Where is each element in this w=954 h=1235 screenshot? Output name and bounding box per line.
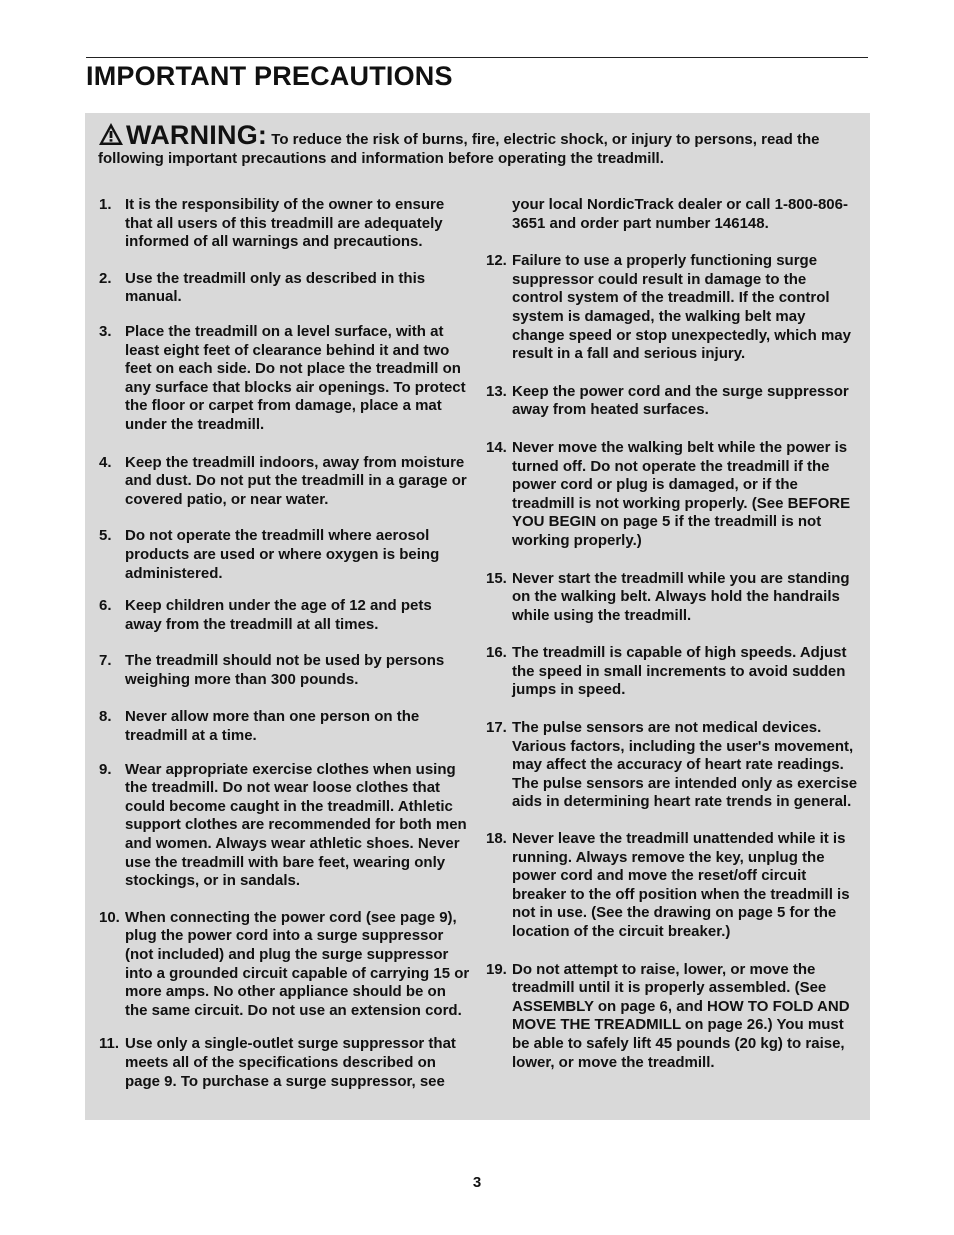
warning-triangle-icon [98,122,124,146]
precaution-item-13 [486,383,858,420]
item-number: 9. [99,760,112,778]
warning-word: WARNING: [126,120,268,150]
item-number: 4. [99,453,112,471]
precaution-item-11 [99,1035,471,1091]
item-number: 8. [99,708,112,726]
item-number: 3. [99,322,112,340]
precaution-item-1 [99,196,471,252]
item-text: Do not operate the treadmill where aerosol products are used or where oxygen is being administered. [125,527,440,582]
item-number: 2. [99,269,112,287]
precaution-item-19 [486,961,858,1073]
item-text: Never move the walking belt while the power is turned off. Do not operate the treadmill if the power cord or plug is damaged, or if the treadmill is not working properly. (See BEFORE YOU BEGIN on page 5 if the treadmill is not working properly.) [512,438,851,549]
item-text: The treadmill should not be used by persons weighing more than 300 pounds. [125,652,445,688]
item-number: 7. [99,652,112,670]
item-text: It is the responsibility of the owner to ensure that all users of this treadmill are adequately informed of all warnings and precautions. [125,196,445,251]
warning-text: To reduce the risk of burns, fire, electric shock, or injury to persons, read the following important precautions and information before operating the treadmill. [98,131,820,167]
item-text: Use the treadmill only as described in this manual. [125,269,426,306]
page-title: IMPORTANT PRECAUTIONS [86,61,453,91]
item-text: Keep the treadmill indoors, away from moisture and dust. Do not put the treadmill in a garage or covered patio, or near water. [125,453,467,508]
precaution-item-11-continuation: your local NordicTrack dealer or call 1-800-806-3651 and order part number 146148. [512,196,848,232]
item-number: 14. [486,438,507,456]
precaution-item-10 [99,909,471,1021]
precaution-item-7 [99,652,471,689]
precaution-item-15 [486,570,858,626]
item-text: Keep children under the age of 12 and pets away from the treadmill at all times. [125,597,432,633]
precaution-item-6 [99,597,471,634]
precaution-item-4 [99,454,471,510]
item-number: 16. [486,644,507,662]
item-text: The treadmill is capable of high speeds. Adjust the speed in small increments to avoid sudden jumps in speed. [512,644,847,699]
precautions-column-left [99,196,471,1091]
item-number: 6. [99,597,112,615]
precaution-item-12 [486,252,858,364]
item-text: Do not attempt to raise, lower, or move the treadmill until it is properly assembled. (See ASSEMBLY on page 6, and HOW TO FOLD AND MOVE THE TREADMILL on page 26.) You must be able to safely lift 45 pounds (20 kg) to raise, lower, or move the treadmill. [512,960,850,1071]
item-number: 12. [486,252,507,270]
item-text: Never leave the treadmill unattended while it is running. Always remove the key, unplug the power cord and move the reset/off circuit breaker to the off position when the treadmill is not in use. (See the drawing on page 5 for the location of the circuit breaker.) [512,830,850,940]
warning-statement [98,122,858,168]
precaution-item-17 [486,719,858,812]
item-number: 5. [99,527,112,545]
item-text: Wear appropriate exercise clothes when using the treadmill. Do not wear loose clothes that could become caught in the treadmill. Athletic support clothes are recommended for both men and women. Always wear athletic shoes. Never use the treadmill with bare feet, wearing only stockings, or in sandals. [125,760,467,890]
precaution-item-9 [99,761,471,891]
item-number: 13. [486,382,507,400]
precaution-item-16 [486,644,858,700]
precaution-item-3 [99,323,471,435]
item-text: Use only a single-outlet surge suppressor that meets all of the specifications described on page 9. To purchase a surge suppressor, see [125,1035,456,1090]
item-number: 15. [486,569,507,587]
item-number: 18. [486,830,507,848]
item-text: Keep the power cord and the surge suppressor away from heated surfaces. [512,382,849,419]
item-number: 1. [99,196,112,213]
item-text: When connecting the power cord (see page 9), plug the power cord into a surge suppressor (not included) and plug the surge suppressor into a grounded circuit capable of carrying 15 or more amps. No other appliance should be on the same circuit. Do not use an extension cord. [125,908,470,1019]
page-number: 3 [472,1174,482,1191]
precaution-item-8 [99,708,471,745]
item-number: 11. [99,1035,120,1053]
item-text: Never start the treadmill while you are standing on the walking belt. Always hold the handrails while using the treadmill. [512,569,850,624]
item-text: The pulse sensors are not medical devices. Various factors, including the user's movement, may affect the accuracy of heart rate readings. The pulse sensors are intended only as exercise aids in determining heart rate trends in general. [512,719,858,811]
item-number: 17. [486,719,507,737]
item-number: 10. [99,908,120,926]
item-text: Failure to use a properly functioning surge suppressor could result in damage to the control system of the treadmill. If the control system is damaged, the walking belt may change speed or stop unexpectedly, which may result in a fall and serious injury. [512,252,851,363]
precaution-item-14 [486,439,858,551]
item-number: 19. [486,960,507,978]
item-text: Never allow more than one person on the treadmill at a time. [125,708,420,745]
item-text: Place the treadmill on a level surface, with at least eight feet of clearance behind it and two feet on each side. Do not place the treadmill on any surface that blocks air openings. To protect the floor or carpet from damage, place a mat under the treadmill. [125,322,466,433]
precaution-item-5 [99,527,471,583]
precaution-item-2 [99,270,471,307]
precautions-column-right [486,196,858,1072]
precaution-item-18 [486,830,858,942]
